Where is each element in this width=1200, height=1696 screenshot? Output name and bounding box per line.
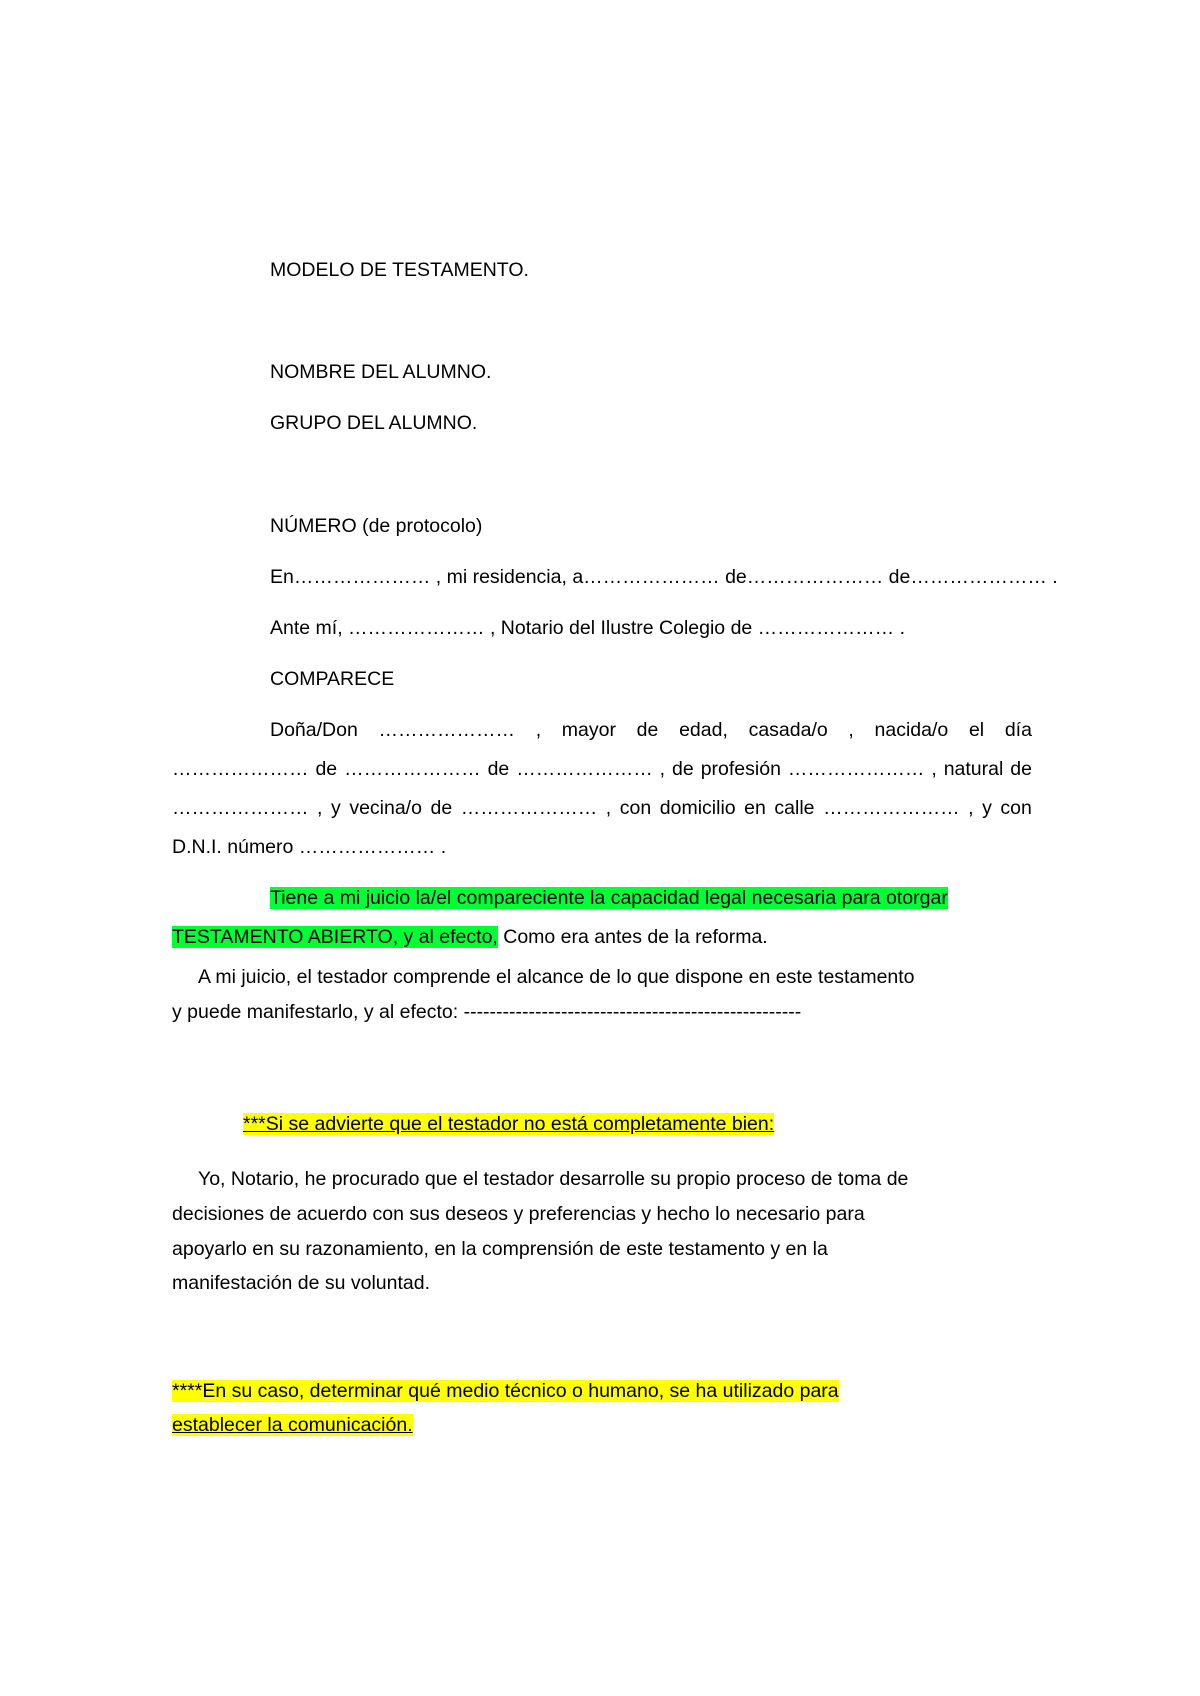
capacity-new-line-2: y puede manifestarlo, y al efecto: ---------------------------------------------------- <box>172 1001 802 1023</box>
compareciente-word: ………………… <box>344 758 481 780</box>
notary-line: Ante mí, ………………… , Notario del Ilustre Colegio de ………………… . <box>270 617 906 639</box>
capacity-line-1 <box>270 884 948 912</box>
compareciente-word: con <box>619 797 652 819</box>
compareciente-word: ………………… <box>460 797 598 819</box>
compareciente-word: , <box>535 719 542 741</box>
compareciente-word: de <box>1010 758 1032 780</box>
note-one-line-2: decisiones de acuerdo con sus deseos y preferencias y hecho lo necesario para <box>172 1203 865 1225</box>
compareciente-word: en <box>744 797 766 819</box>
compareciente-word: de <box>430 797 453 819</box>
compareciente-word: , <box>659 758 666 780</box>
compareciente-word: profesión <box>700 758 781 780</box>
compareciente-word: , <box>605 797 612 819</box>
compareciente-word: calle <box>774 797 815 819</box>
capacity-new-line-1: A mi juicio, el testador comprende el alcance de lo que dispone en este testamento <box>198 966 915 988</box>
compareciente-line-4: D.N.I. número ………………… . <box>172 836 447 858</box>
compareciente-word: el <box>968 719 985 741</box>
capacity-highlight-1: Tiene a mi juicio la/el compareciente la capacidad legal necesaria para otorgar <box>270 887 948 909</box>
compareciente-word: vecina/o <box>349 797 422 819</box>
note-two-text-1: ****En su caso, determinar qué medio técnico o humano, se ha utilizado para <box>172 1380 839 1402</box>
note-one-heading <box>243 1110 774 1138</box>
compareciente-word: y <box>982 797 992 819</box>
compareciente-line-1 <box>270 716 1032 744</box>
compareciente-word: mayor <box>561 719 616 741</box>
compareciente-word: , <box>317 797 323 819</box>
compareciente-word: de <box>487 758 510 780</box>
note-two-line-1 <box>172 1377 839 1405</box>
document-title: MODELO DE TESTAMENTO. <box>270 259 529 281</box>
note-one-heading-text: ***Si se advierte que el testador no está completamente bien: <box>243 1113 775 1135</box>
note-two-line-2 <box>172 1411 413 1439</box>
compareciente-word: y <box>331 797 341 819</box>
place-date-line: En………………… , mi residencia, a………………… de………………… de………………… . <box>270 566 1058 588</box>
compareciente-word: casada/o <box>748 719 828 741</box>
compareciente-word: , <box>931 758 937 780</box>
compareciente-word: ………………… <box>378 719 515 741</box>
note-one-line-1: Yo, Notario, he procurado que el testador desarrolle su propio proceso de toma de <box>198 1168 909 1190</box>
protocol-number: NÚMERO (de protocolo) <box>270 515 483 537</box>
note-one-line-4: manifestación de su voluntad. <box>172 1272 430 1294</box>
capacity-line-2 <box>172 923 768 951</box>
compareciente-word: ………………… <box>172 797 309 819</box>
compareciente-word: domicilio <box>659 797 736 819</box>
capacity-note: Como era antes de la reforma. <box>497 926 768 948</box>
compareciente-word: , <box>968 797 974 819</box>
compareciente-word: natural <box>943 758 1004 780</box>
compareciente-line-2 <box>172 755 1032 783</box>
note-two-text-2: establecer la comunicación. <box>172 1414 413 1436</box>
compareciente-word: edad, <box>679 719 728 741</box>
compareciente-word: ………………… <box>823 797 960 819</box>
compareciente-word: Doña/Don <box>270 719 358 741</box>
compareciente-line-3 <box>172 794 1032 822</box>
compareciente-word: de <box>636 719 659 741</box>
note-one-line-3: apoyarlo en su razonamiento, en la comprensión de este testamento y en la <box>172 1238 828 1260</box>
comparece-heading: COMPARECE <box>270 668 395 690</box>
compareciente-word: de <box>315 758 338 780</box>
compareciente-word: con <box>1000 797 1032 819</box>
student-name-field: NOMBRE DEL ALUMNO. <box>270 361 492 383</box>
compareciente-word: de <box>672 758 694 780</box>
compareciente-word: día <box>1004 719 1032 741</box>
compareciente-word: ………………… <box>172 758 309 780</box>
compareciente-word: ………………… <box>516 758 653 780</box>
compareciente-word: ………………… <box>787 758 925 780</box>
capacity-highlight-2: TESTAMENTO ABIERTO, y al efecto, <box>172 926 498 948</box>
student-group-field: GRUPO DEL ALUMNO. <box>270 412 478 434</box>
compareciente-word: , <box>848 719 854 741</box>
compareciente-word: nacida/o <box>874 719 949 741</box>
